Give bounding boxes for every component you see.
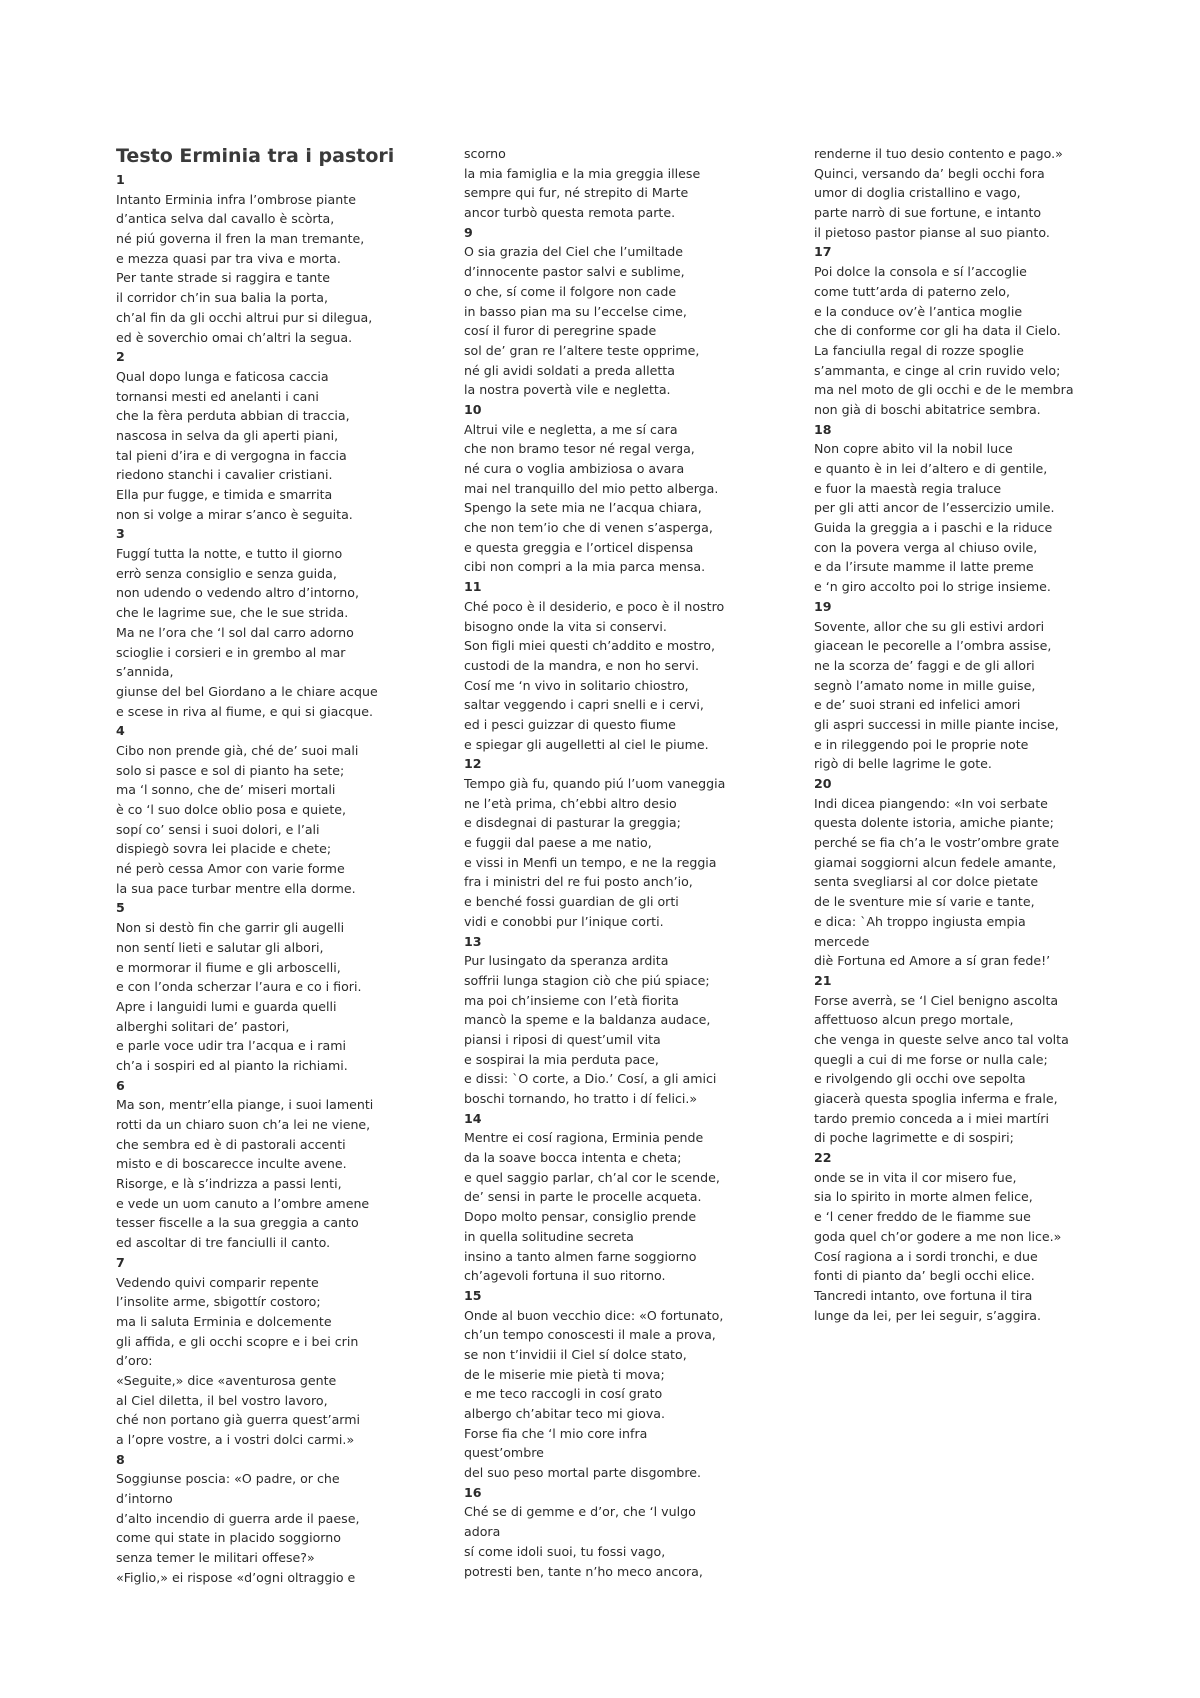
- verse-line: se non t’invidii il Ciel sí dolce stato,: [464, 1346, 687, 1362]
- text-column-1: [116, 144, 416, 1588]
- verse-line: ma li saluta Erminia e dolcemente: [116, 1313, 332, 1329]
- verse-line: Ma son, mentr’ella piange, i suoi lamenti: [116, 1097, 374, 1113]
- verse-line: e ‘n giro accolto poi lo strige insieme.: [814, 579, 1051, 595]
- stanza-number: 12: [464, 756, 482, 772]
- verse-line: non già di boschi abitatrice sembra.: [814, 401, 1041, 417]
- verse-line: e quel saggio parlar, ch’al cor le scende,: [464, 1169, 720, 1185]
- verse-line: errò senza consiglio e senza guida,: [116, 565, 337, 581]
- verse-line: custodi de la mandra, e non ho servi.: [464, 657, 699, 673]
- verse-line: fra i ministri del re fui posto anch’io,: [464, 874, 693, 890]
- stanza-number: 4: [116, 723, 125, 739]
- verse-line: Onde al buon vecchio dice: «O fortunato,: [464, 1307, 724, 1323]
- verse-line: il corridor ch’in sua balia la porta,: [116, 290, 328, 306]
- stanza-number: 7: [116, 1254, 125, 1270]
- verse-line: ed i pesci guizzar di questo fiume: [464, 716, 676, 732]
- verse-line: e fuor la maestà regia traluce: [814, 480, 1002, 496]
- verse-line: non si volge a mirar s’anco è seguita.: [116, 506, 353, 522]
- verse-line: mercede: [814, 933, 870, 949]
- verse-line: Forse fia che ‘l mio core infra: [464, 1425, 648, 1441]
- stanza-number: 1: [116, 172, 125, 187]
- verse-line: è co ‘l suo dolce oblio posa e quiete,: [116, 802, 347, 817]
- verse-line: Quinci, versando da’ begli occhi fora: [814, 165, 1045, 181]
- verse-line: la sua pace turbar mentre ella dorme.: [116, 880, 356, 896]
- column-2-lines: [464, 144, 764, 1581]
- verse-line: che venga in queste selve anco tal volta: [814, 1031, 1069, 1047]
- verse-line: dispiegò sovra lei placide e chete;: [116, 841, 332, 857]
- verse-line: gli aspri successi in mille piante incise,: [814, 716, 1059, 732]
- verse-line: mancò la speme e la baldanza audace,: [464, 1012, 711, 1028]
- verse-line: Pur lusingato da speranza ardita: [464, 953, 669, 969]
- verse-line: Cosí me ‘n vivo in solitario chiostro,: [464, 677, 689, 693]
- verse-line: Ché se di gemme e d’or, che ‘l vulgo: [464, 1504, 696, 1520]
- verse-line: Tempo già fu, quando piú l’uom vaneggia: [464, 776, 726, 791]
- verse-line: s’ammanta, e cinge al crin ruvido velo;: [814, 362, 1061, 378]
- verse-line: e dissi: `O corte, a Dio.’ Cosí, a gli amici: [464, 1071, 717, 1087]
- verse-line: e vissi in Menfi un tempo, e ne la reggia: [464, 854, 717, 870]
- verse-line: goda quel ch’or godere a me non lice.»: [814, 1228, 1062, 1244]
- stanza-number: 22: [814, 1150, 832, 1166]
- verse-line: e in rileggendo poi le proprie note: [814, 736, 1029, 752]
- verse-line: sí come idoli suoi, tu fossi vago,: [464, 1543, 666, 1559]
- verse-line: non udendo o vedendo altro d’intorno,: [116, 585, 359, 601]
- verse-line: Vedendo quivi comparir repente: [116, 1274, 319, 1290]
- verse-line: de le miserie mie pietà ti mova;: [464, 1366, 665, 1382]
- verse-line: Cibo non prende già, ché de’ suoi mali: [116, 742, 359, 758]
- verse-line: Intanto Erminia infra l’ombrose piante: [116, 191, 356, 207]
- verse-line: che non bramo tesor né regal verga,: [464, 441, 695, 457]
- verse-line: Soggiunse poscia: «O padre, or che: [116, 1471, 340, 1487]
- verse-line: da la soave bocca intenta e cheta;: [464, 1150, 682, 1166]
- verse-line: Altrui vile e negletta, a me sí cara: [464, 421, 678, 437]
- verse-line: s’annida,: [116, 664, 174, 680]
- verse-line: quegli a cui di me forse or nulla cale;: [814, 1051, 1048, 1067]
- verse-line: La fanciulla regal di rozze spoglie: [814, 342, 1024, 358]
- verse-line: O sia grazia del Ciel che l’umiltade: [464, 244, 684, 260]
- stanza-number: 5: [116, 900, 125, 916]
- verse-line: né cura o voglia ambiziosa o avara: [464, 461, 685, 476]
- verse-line: parte narrò di sue fortune, e intanto: [814, 205, 1042, 221]
- verse-line: né piú governa il fren la man tremante,: [116, 231, 365, 247]
- verse-line: d’innocente pastor salvi e sublime,: [464, 264, 685, 280]
- verse-line: albergo ch’abitar teco mi giova.: [464, 1406, 666, 1421]
- verse-line: e mormorar il fiume e gli arboscelli,: [116, 959, 341, 975]
- verse-line: e de’ suoi strani ed infelici amori: [814, 697, 1021, 713]
- verse-line: a l’opre vostre, a i vostri dolci carmi.»: [116, 1432, 355, 1447]
- verse-line: e ‘l cener freddo de le fiamme sue: [814, 1209, 1031, 1225]
- verse-line: d’intorno: [116, 1491, 173, 1507]
- verse-line: e dica: `Ah troppo ingiusta empia: [814, 913, 1026, 929]
- stanza-number: 15: [464, 1287, 482, 1303]
- verse-line: adora: [464, 1524, 501, 1540]
- verse-line: giamai soggiorni alcun fedele amante,: [814, 854, 1057, 870]
- verse-line: nascosa in selva da gli aperti piani,: [116, 427, 339, 443]
- verse-line: affettuoso alcun prego mortale,: [814, 1012, 1014, 1028]
- verse-line: sopí co’ sensi i suoi dolori, e l’ali: [116, 821, 320, 837]
- verse-line: Dopo molto pensar, consiglio prende: [464, 1209, 697, 1225]
- verse-line: che la fèra perduta abbian di traccia,: [116, 408, 350, 424]
- stanza-number: 18: [814, 421, 832, 437]
- verse-line: soffrii lunga stagion ciò che piú spiace;: [464, 972, 710, 988]
- verse-line: del suo peso mortal parte disgombre.: [464, 1465, 702, 1481]
- verse-line: Son figli miei questi ch’addito e mostro,: [464, 638, 715, 654]
- verse-line: ancor turbò questa remota parte.: [464, 205, 676, 221]
- stanza-number: 16: [464, 1484, 482, 1500]
- stanza-number: 20: [814, 776, 832, 791]
- verse-line: Forse averrà, se ‘l Ciel benigno ascolta: [814, 992, 1059, 1008]
- verse-line: ne la scorza de’ faggi e de gli allori: [814, 657, 1035, 673]
- verse-line: umor di doglia cristallino e vago,: [814, 185, 1021, 201]
- column-1-lines: [116, 170, 416, 1588]
- verse-line: la nostra povertà vile e negletta.: [464, 382, 671, 398]
- verse-line: e questa greggia e l’orticel dispensa: [464, 539, 694, 555]
- verse-line: giacean le pecorelle a l’ombra assise,: [814, 638, 1052, 654]
- verse-line: gli affida, e gli occhi scopre e i bei crin: [116, 1333, 359, 1349]
- verse-line: rigò di belle lagrime le gote.: [814, 756, 992, 772]
- verse-line: Guida la greggia a i paschi e la riduce: [814, 520, 1053, 536]
- verse-line: tornansi mesti ed anelanti i cani: [116, 388, 319, 404]
- verse-line: e con l’onda scherzar l’aura e co i fiori.: [116, 979, 362, 995]
- verse-line: come qui state in placido soggiorno: [116, 1530, 341, 1546]
- verse-line: in quella solitudine secreta: [464, 1228, 634, 1244]
- verse-line: Sovente, allor che su gli estivi ardori: [814, 618, 1045, 634]
- verse-line: e parle voce udir tra l’acqua e i rami: [116, 1038, 346, 1054]
- stanza-number: 11: [464, 579, 482, 595]
- verse-line: al Ciel diletta, il bel vostro lavoro,: [116, 1392, 328, 1408]
- verse-line: e benché fossi guardian de gli orti: [464, 894, 679, 910]
- verse-line: lunge da lei, per lei seguir, s’aggira.: [814, 1307, 1041, 1323]
- verse-line: sempre qui fur, né strepito di Marte: [464, 185, 689, 201]
- verse-line: ma poi ch’insieme con l’età fiorita: [464, 992, 679, 1008]
- verse-line: fonti di pianto da’ begli occhi elice.: [814, 1268, 1035, 1284]
- verse-line: misto e di boscarecce inculte avene.: [116, 1156, 347, 1172]
- verse-line: mai nel tranquillo del mio petto alberga.: [464, 480, 719, 496]
- verse-line: giacerà questa spoglia inferma e frale,: [814, 1091, 1058, 1106]
- verse-line: quest’ombre: [464, 1445, 544, 1461]
- verse-line: la mia famiglia e la mia greggia illese: [464, 165, 701, 181]
- verse-line: in basso pian ma su l’eccelse cime,: [464, 303, 687, 319]
- verse-line: cosí il furor di peregrine spade: [464, 323, 657, 339]
- verse-line: «Seguite,» dice «aventurosa gente: [116, 1372, 337, 1388]
- verse-line: Mentre ei cosí ragiona, Erminia pende: [464, 1130, 704, 1146]
- verse-line: di poche lagrimette e di sospiri;: [814, 1130, 1014, 1146]
- verse-line: ma ‘l sonno, che de’ miseri mortali: [116, 782, 336, 798]
- text-column-3: [814, 144, 1114, 1325]
- verse-line: Indi dicea piangendo: «In voi serbate: [814, 795, 1048, 811]
- verse-line: ma nel moto de gli occhi e de le membra: [814, 382, 1074, 398]
- verse-line: Ché poco è il desiderio, e poco è il nostro: [464, 598, 725, 614]
- verse-line: con la povera verga al chiuso ovile,: [814, 539, 1038, 555]
- verse-line: renderne il tuo desio contento e pago.»: [814, 146, 1063, 161]
- stanza-number: 2: [116, 349, 125, 365]
- verse-line: bisogno onde la vita si conservi.: [464, 618, 667, 634]
- verse-line: solo si pasce e sol di pianto ha sete;: [116, 762, 345, 778]
- verse-line: diè Fortuna ed Amore a sí gran fede!’: [814, 953, 1051, 969]
- verse-line: e disdegnai di pasturar la greggia;: [464, 815, 681, 831]
- document-title: Testo Erminia tra i pastori: [116, 145, 395, 167]
- verse-line: Apre i languidi lumi e guarda quelli: [116, 998, 337, 1014]
- verse-line: ché non portano già guerra quest’armi: [116, 1412, 361, 1428]
- verse-line: rotti da un chiaro suon ch’a lei ne viene,: [116, 1117, 371, 1132]
- verse-line: e scese in riva al fiume, e qui si giacque.: [116, 703, 373, 719]
- verse-line: Ma ne l’ora che ‘l sol dal carro adorno: [116, 624, 354, 640]
- verse-line: sia lo spirito in morte almen felice,: [814, 1189, 1033, 1205]
- verse-line: saltar veggendo i capri snelli e i cervi,: [464, 697, 704, 713]
- stanza-number: 3: [116, 526, 125, 542]
- verse-line: «Figlio,» ei rispose «d’ogni oltraggio e: [116, 1569, 356, 1585]
- verse-line: boschi tornando, ho tratto i dí felici.»: [464, 1091, 698, 1106]
- verse-line: o che, sí come il folgore non cade: [464, 283, 677, 299]
- verse-line: né però cessa Amor con varie forme: [116, 861, 345, 877]
- verse-line: che di conforme cor gli ha data il Cielo.: [814, 323, 1061, 339]
- verse-line: e rivolgendo gli occhi ove sepolta: [814, 1071, 1026, 1087]
- stanza-number: 8: [116, 1451, 125, 1467]
- verse-line: che sembra ed è di pastorali accenti: [116, 1136, 346, 1152]
- stanza-number: 19: [814, 598, 832, 614]
- verse-line: sol de’ gran re l’altere teste opprime,: [464, 342, 700, 358]
- verse-line: ed ascoltar di tre fanciulli il canto.: [116, 1235, 331, 1251]
- verse-line: d’antica selva dal cavallo è scòrta,: [116, 211, 335, 227]
- verse-line: Cosí ragiona a i sordi tronchi, e due: [814, 1248, 1038, 1264]
- verse-line: ne l’età prima, ch’ebbi altro desio: [464, 795, 677, 811]
- verse-line: giunse del bel Giordano a le chiare acque: [116, 683, 378, 699]
- verse-line: e fuggii dal paese a me natio,: [464, 835, 652, 851]
- verse-line: Fuggí tutta la notte, e tutto il giorno: [116, 546, 343, 562]
- text-column-2: [464, 144, 764, 1581]
- verse-line: onde se in vita il cor misero fue,: [814, 1169, 1017, 1185]
- verse-line: scorno: [464, 146, 506, 161]
- verse-line: come tutt’arda di paterno zelo,: [814, 283, 1010, 299]
- verse-line: ch’a i sospiri ed al pianto la richiami.: [116, 1057, 348, 1073]
- verse-line: ch’al fin da gli occhi altrui pur si dilegua,: [116, 309, 373, 325]
- verse-line: alberghi solitari de’ pastori,: [116, 1018, 290, 1034]
- verse-line: de le sventure mie sí varie e tante,: [814, 894, 1035, 910]
- verse-line: Non si destò fin che garrir gli augelli: [116, 920, 345, 936]
- stanza-number: 21: [814, 972, 832, 988]
- verse-line: perché se fia ch’a le vostr’ombre grate: [814, 835, 1060, 851]
- verse-line: e vede un uom canuto a l’ombre amene: [116, 1195, 370, 1211]
- stanza-number: 6: [116, 1077, 125, 1093]
- stanza-number: 14: [464, 1110, 482, 1126]
- stanza-number: 9: [464, 224, 473, 240]
- verse-line: Qual dopo lunga e faticosa caccia: [116, 368, 329, 384]
- verse-line: e la conduce ov’è l’antica moglie: [814, 303, 1023, 319]
- verse-line: né gli avidi soldati a preda alletta: [464, 362, 675, 378]
- verse-line: per gli atti ancor de l’essercizio umile.: [814, 500, 1055, 516]
- verse-line: riedono stanchi i cavalier cristiani.: [116, 467, 333, 483]
- verse-line: e da l’irsute mamme il latte preme: [814, 559, 1034, 575]
- verse-line: tardo premio conceda a i miei martíri: [814, 1110, 1049, 1126]
- verse-line: e spiegar gli augelletti al ciel le piume.: [464, 736, 709, 752]
- verse-line: ch’agevoli fortuna il suo ritorno.: [464, 1268, 666, 1284]
- verse-line: Non copre abito vil la nobil luce: [814, 441, 1013, 457]
- stanza-number: 10: [464, 401, 482, 417]
- verse-line: questa dolente istoria, amiche piante;: [814, 815, 1054, 831]
- verse-line: d’oro:: [116, 1353, 153, 1369]
- verse-line: e me teco raccogli in cosí grato: [464, 1386, 663, 1402]
- verse-line: e sospirai la mia perduta pace,: [464, 1051, 659, 1067]
- verse-line: Spengo la sete mia ne l’acqua chiara,: [464, 500, 702, 516]
- verse-line: che non tem’io che di venen s’asperga,: [464, 520, 713, 536]
- verse-line: senta svegliarsi al cor dolce pietate: [814, 874, 1039, 890]
- verse-line: tal pieni d’ira e di vergogna in faccia: [116, 447, 347, 463]
- verse-line: ch’un tempo conoscesti il male a prova,: [464, 1327, 716, 1343]
- stanza-number: 17: [814, 244, 832, 260]
- verse-line: segnò l’amato nome in mille guise,: [814, 677, 1036, 693]
- verse-line: senza temer le militari offese?»: [116, 1550, 315, 1566]
- verse-line: scioglie i corsieri e in grembo al mar: [116, 644, 346, 660]
- verse-line: vidi e conobbi pur l’inique corti.: [464, 913, 664, 929]
- verse-line: insino a tanto almen farne soggiorno: [464, 1248, 697, 1264]
- verse-line: e mezza quasi par tra viva e morta.: [116, 250, 341, 266]
- verse-line: il pietoso pastor pianse al suo pianto.: [814, 224, 1050, 240]
- verse-line: tesser fiscelle a la sua greggia a canto: [116, 1215, 359, 1231]
- verse-line: e quanto è in lei d’altero e di gentile,: [814, 461, 1048, 476]
- verse-line: Poi dolce la consola e sí l’accoglie: [814, 264, 1027, 280]
- stanza-number: 13: [464, 933, 482, 949]
- verse-line: de’ sensi in parte le procelle acqueta.: [464, 1189, 702, 1205]
- verse-line: Risorge, e là s’indrizza a passi lenti,: [116, 1176, 342, 1192]
- verse-line: d’alto incendio di guerra arde il paese,: [116, 1510, 360, 1526]
- verse-line: Tancredi intanto, ove fortuna il tira: [814, 1287, 1033, 1303]
- verse-line: l’insolite arme, sbigottír costoro;: [116, 1294, 321, 1310]
- verse-line: Ella pur fugge, e timida e smarrita: [116, 487, 333, 502]
- verse-line: non sentí lieti e salutar gli albori,: [116, 939, 324, 955]
- verse-line: Per tante strade si raggira e tante: [116, 270, 330, 286]
- column-3-lines: [814, 144, 1114, 1325]
- verse-line: cibi non compri a la mia parca mensa.: [464, 559, 706, 575]
- verse-line: potresti ben, tante n’ho meco ancora,: [464, 1563, 703, 1579]
- verse-line: che le lagrime sue, che le sue strida.: [116, 605, 349, 621]
- verse-line: piansi i riposi di quest’umil vita: [464, 1031, 661, 1047]
- verse-line: ed è soverchio omai ch’altri la segua.: [116, 329, 353, 345]
